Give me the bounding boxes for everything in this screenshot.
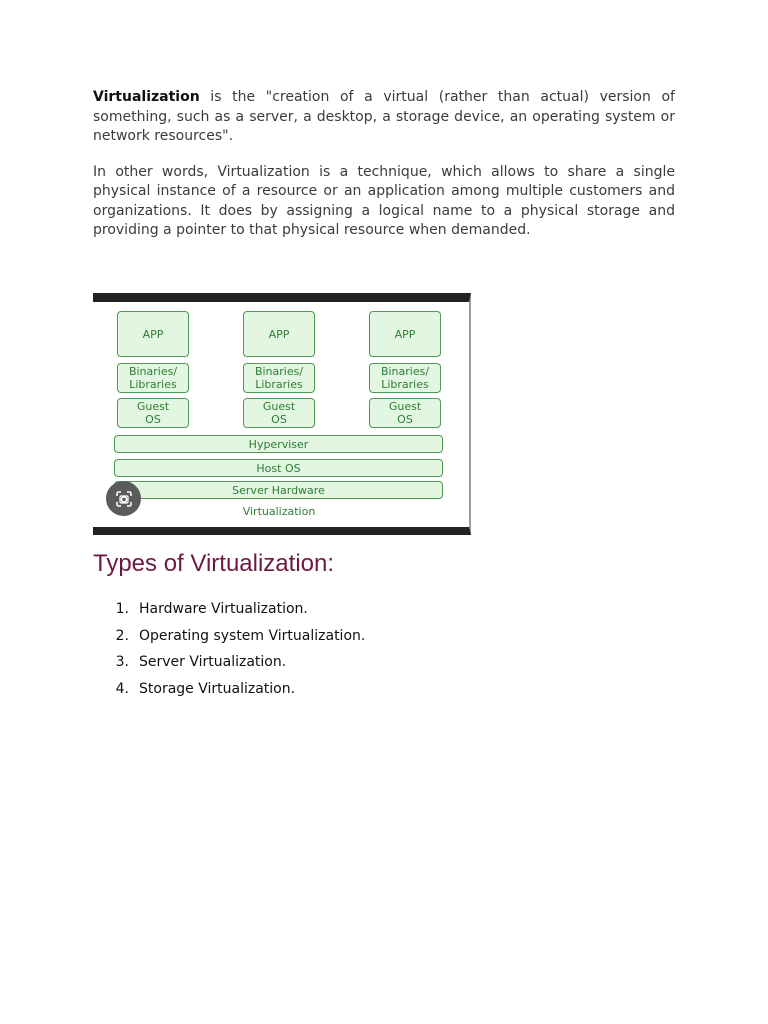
binaries-label: Binaries/ Libraries bbox=[380, 365, 430, 391]
list-item bbox=[93, 680, 365, 707]
definition-text: is the "creation of a virtual (rather than actual) version of something, such as a server, a desktop, a storage device, an operating system or network resources". bbox=[93, 89, 675, 144]
binaries-box bbox=[243, 363, 315, 393]
list-item bbox=[93, 653, 365, 680]
guest-os-box bbox=[369, 398, 441, 428]
list-item bbox=[93, 600, 365, 627]
term-virtualization: Virtualization bbox=[93, 89, 200, 105]
list-number: 4. bbox=[115, 681, 129, 698]
guest-os-label: Guest OS bbox=[262, 400, 296, 426]
guest-os-label: Guest OS bbox=[388, 400, 422, 426]
lens-search-icon[interactable] bbox=[106, 481, 141, 516]
list-label: Server Virtualization. bbox=[139, 654, 287, 671]
guest-os-box bbox=[117, 398, 189, 428]
app-label: APP bbox=[394, 327, 416, 341]
definition-paragraph bbox=[93, 88, 675, 147]
app-box bbox=[117, 311, 189, 357]
camera-scan-icon bbox=[115, 490, 133, 508]
list-label: Storage Virtualization. bbox=[139, 681, 296, 698]
binaries-box bbox=[117, 363, 189, 393]
types-heading: Types of Virtualization: bbox=[93, 550, 335, 577]
host-os-layer: Host OS bbox=[114, 459, 443, 477]
app-box bbox=[369, 311, 441, 357]
guest-os-box bbox=[243, 398, 315, 428]
guest-os-label: Guest OS bbox=[136, 400, 170, 426]
binaries-label: Binaries/ Libraries bbox=[254, 365, 304, 391]
list-number: 1. bbox=[115, 601, 129, 617]
binaries-label: Binaries/ Libraries bbox=[128, 365, 178, 391]
intro-text bbox=[93, 88, 675, 241]
server-hardware-layer: Server Hardware bbox=[114, 481, 443, 499]
app-label: APP bbox=[142, 327, 164, 341]
list-number: 2. bbox=[115, 627, 129, 644]
list-label: Operating system Virtualization. bbox=[139, 627, 366, 644]
app-label: APP bbox=[268, 327, 290, 341]
explanation-paragraph: In other words, Virtualization is a technique, which allows to share a single physical instance of a resource or an application among multiple customers and organizations. It does by assigning a logical name to a physical storage and providing a pointer to that physical resource when demanded. bbox=[93, 163, 675, 238]
types-list bbox=[93, 600, 365, 707]
app-box bbox=[243, 311, 315, 357]
diagram-caption: Virtualization bbox=[242, 505, 316, 518]
list-label: Hardware Virtualization. bbox=[139, 601, 308, 617]
list-number: 3. bbox=[115, 654, 129, 671]
hypervisor-layer: Hyperviser bbox=[114, 435, 443, 453]
list-item bbox=[93, 627, 365, 654]
virtualization-diagram bbox=[93, 293, 471, 535]
binaries-box bbox=[369, 363, 441, 393]
